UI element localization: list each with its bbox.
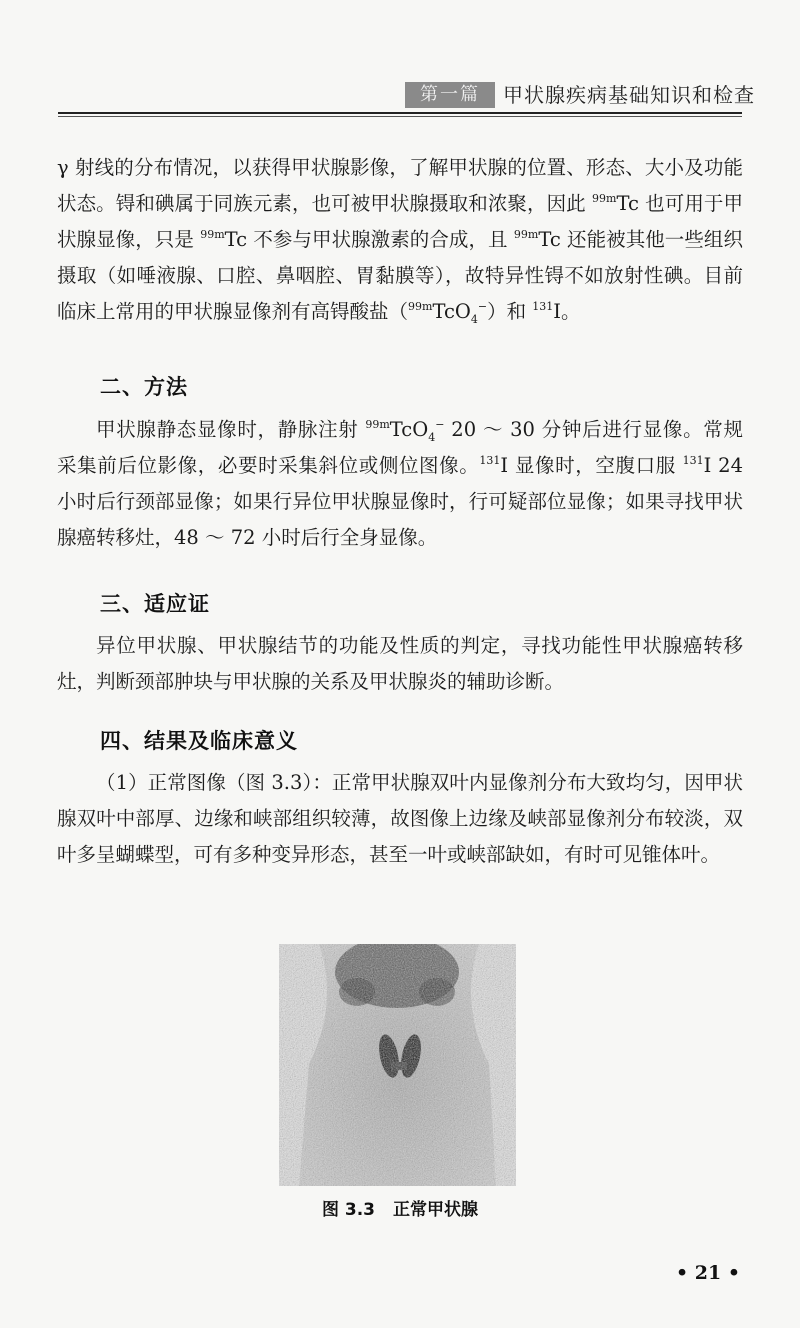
thyroid-scan-image [279,944,516,1186]
section-heading-results: 四、结果及临床意义 [100,729,298,753]
running-title: 甲状腺疾病基础知识和检查 [503,83,755,107]
part-badge: 第一篇 [405,82,495,108]
figure-title: 正常甲状腺 [393,1200,479,1220]
page-number: • 21 • [676,1262,740,1284]
intro-paragraph: γ 射线的分布情况，以获得甲状腺影像，了解甲状腺的位置、形态、大小及功能状态。锝和碘属于同族元素，也可被甲状腺摄取和浓聚，因此 $^{99m}$Tc 也可用于甲状腺显像，只是 $^{99m}$Tc 不参与甲状腺激素的合成，且 $^{99m}$Tc 还能被其他一些组织摄取（如唾液腺、口腔、鼻咽腔、胃黏膜等），故特异性锝不如放射性碘。目前临床上常用的甲状腺显像剂有高锝酸盐（$^{99m}$TcO$_4$−）和 $^{131}$I。 [57,156,743,326]
section-heading-methods: 二、方法 [100,375,188,399]
header-rule [58,112,742,114]
section-heading-indications: 三、适应证 [100,592,210,616]
methods-paragraph: 甲状腺静态显像时，静脉注射 $^{99m}$TcO$_4$− 20 ～ 30 分钟后进行显像。常规采集前后位影像，必要时采集斜位或侧位图像。$^{131}$I 显像时，空腹口服 $^{131}$I 24 小时后行颈部显像；如果行异位甲状腺显像时，行可疑部位显像；如果寻找甲状腺癌转移灶，48 ～ 72 小时后行全身显像。 [57,417,743,549]
figure-caption [0,1198,800,1222]
figure-number: 图 3.3 [321,1200,376,1220]
indications-paragraph: 异位甲状腺、甲状腺结节的功能及性质的判定，寻找功能性甲状腺癌转移灶，判断颈部肿块与甲状腺的关系及甲状腺炎的辅助诊断。 [57,634,743,693]
results-paragraph: （1）正常图像（图 3.3）：正常甲状腺双叶内显像剂分布大致均匀，因甲状腺双叶中部厚、边缘和峡部组织较薄，故图像上边缘及峡部显像剂分布较淡，双叶多呈蝴蝶型，可有多种变异形态，甚至一叶或峡部缺如，有时可见锥体叶。 [57,771,743,866]
